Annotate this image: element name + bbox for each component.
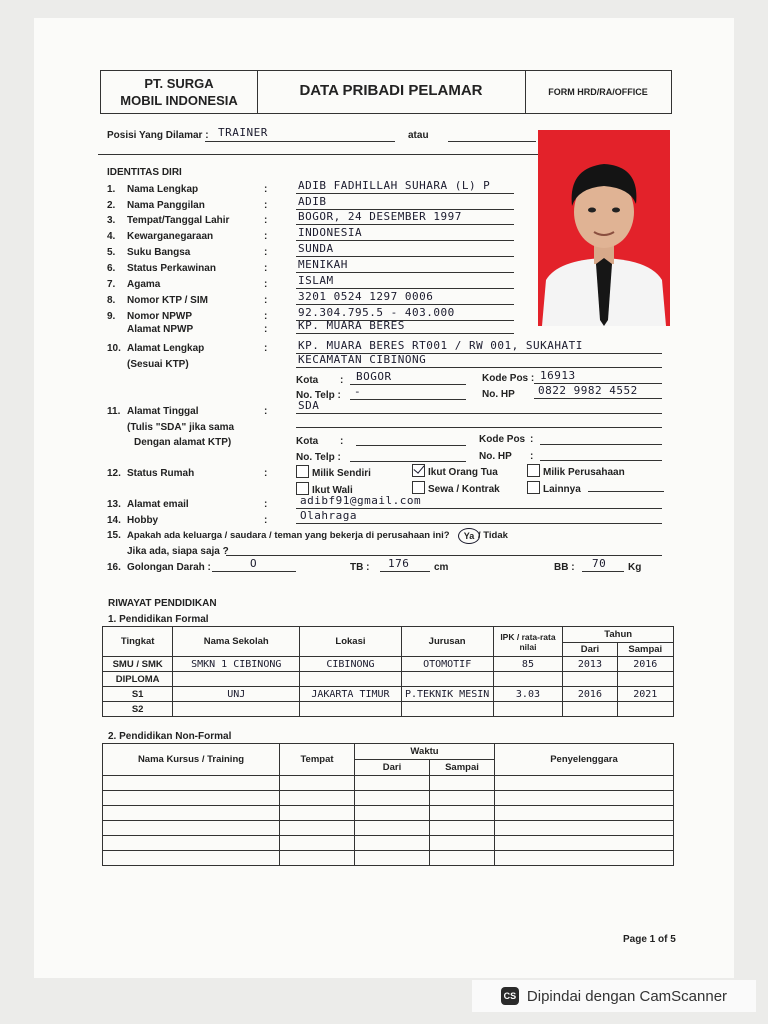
empty-cell[interactable]	[280, 836, 355, 851]
city-value[interactable]: BOGOR	[356, 370, 392, 383]
house-label: Status Rumah	[127, 468, 195, 479]
identity-field-colon: :	[264, 324, 268, 335]
table-row	[103, 806, 674, 821]
company-name-line2: MOBIL INDONESIA	[120, 93, 238, 108]
checkbox-checked-icon	[412, 464, 425, 477]
empty-cell[interactable]	[103, 821, 280, 836]
empty-cell[interactable]	[495, 836, 674, 851]
form-header	[100, 70, 672, 114]
cell-lokasi[interactable]: CIBINONG	[300, 657, 402, 672]
height-value[interactable]: 176	[388, 557, 410, 570]
nonformal-education-title: 2. Pendidikan Non-Formal	[108, 731, 232, 742]
residence-phone-label: No. Telp :	[296, 452, 341, 463]
house-option-rent[interactable]: Sewa / Kontrak	[412, 481, 500, 495]
cell-dari[interactable]	[563, 702, 617, 717]
identity-field-label: Agama	[127, 279, 161, 290]
empty-cell[interactable]	[430, 776, 495, 791]
residence-value[interactable]: SDA	[298, 399, 320, 412]
cell-sekolah[interactable]	[173, 672, 300, 687]
identity-field-colon: :	[264, 295, 268, 306]
table-row	[103, 702, 674, 717]
identity-field-value[interactable]: 92.304.795.5 - 403.000	[298, 306, 455, 319]
cell-lokasi[interactable]	[300, 702, 402, 717]
position-label: Posisi Yang Dilamar :	[107, 130, 209, 141]
cell-ipk[interactable]: 3.03	[493, 687, 563, 702]
empty-cell[interactable]	[430, 851, 495, 866]
cell-dari[interactable]: 2016	[563, 687, 617, 702]
address-label: Alamat Lengkap	[127, 343, 205, 354]
identity-field-value[interactable]: INDONESIA	[298, 226, 363, 239]
cell-ipk[interactable]: 85	[493, 657, 563, 672]
identity-field-label: Nomor NPWP	[127, 311, 192, 322]
col-place: Tempat	[280, 744, 355, 776]
identity-field-label: Status Perkawinan	[127, 263, 216, 274]
blood-value[interactable]: O	[250, 557, 258, 570]
cell-tingkat: S1	[103, 687, 173, 702]
empty-cell[interactable]	[280, 806, 355, 821]
identity-field-num: 3.	[107, 215, 116, 226]
table-row	[103, 657, 674, 672]
identity-field-value[interactable]: KP. MUARA BERES	[298, 319, 405, 332]
identity-field-value[interactable]: ADIB FADHILLAH SUHARA (L) P	[298, 179, 491, 192]
col-location: Lokasi	[300, 627, 402, 657]
identity-field-label: Tempat/Tanggal Lahir	[127, 215, 230, 226]
identity-field-colon: :	[264, 200, 268, 211]
nonformal-education-rows	[103, 776, 674, 866]
col-year-to: Sampai	[617, 643, 673, 657]
identity-field-colon: :	[264, 231, 268, 242]
hobby-num: 14.	[107, 515, 121, 526]
table-row	[103, 687, 674, 702]
col-organizer: Penyelenggara	[495, 744, 674, 776]
residence-num: 11.	[107, 406, 121, 417]
residence-mobile-label: No. HP	[479, 451, 512, 462]
table-row	[103, 836, 674, 851]
empty-cell[interactable]	[430, 806, 495, 821]
col-year-from: Dari	[563, 643, 617, 657]
address-num: 10.	[107, 343, 121, 354]
cell-sekolah[interactable]	[173, 702, 300, 717]
mobile-label: No. HP	[482, 389, 515, 400]
identity-field-num: 5.	[107, 247, 116, 258]
identity-field-colon: :	[264, 279, 268, 290]
empty-cell[interactable]	[280, 791, 355, 806]
divider	[98, 154, 538, 155]
weight-unit: Kg	[628, 562, 642, 573]
empty-cell[interactable]	[355, 851, 430, 866]
residence-postal-label: Kode Pos	[479, 434, 526, 445]
empty-cell[interactable]	[103, 851, 280, 866]
empty-cell[interactable]	[495, 806, 674, 821]
col-time-to: Sampai	[430, 760, 495, 776]
identity-field-value[interactable]: 3201 0524 1297 0006	[298, 290, 434, 303]
empty-cell[interactable]	[355, 821, 430, 836]
cell-tingkat: SMU / SMK	[103, 657, 173, 672]
cell-ipk[interactable]	[493, 702, 563, 717]
col-major: Jurusan	[401, 627, 493, 657]
applicant-photo	[538, 130, 670, 326]
email-num: 13.	[107, 499, 121, 510]
house-option-other[interactable]: Lainnya	[527, 481, 581, 495]
residence-label: Alamat Tinggal	[127, 406, 199, 417]
cell-sampai[interactable]	[617, 702, 673, 717]
q15-num: 15.	[107, 530, 121, 541]
empty-cell[interactable]	[430, 791, 495, 806]
hobby-label: Hobby	[127, 515, 159, 526]
empty-cell[interactable]	[355, 806, 430, 821]
col-course: Nama Kursus / Training	[103, 744, 280, 776]
identity-field-num: 9.	[107, 311, 116, 322]
blood-num: 16.	[107, 562, 121, 573]
table-row	[103, 776, 674, 791]
empty-cell[interactable]	[280, 821, 355, 836]
person-photo-icon	[538, 130, 670, 326]
camscanner-logo-icon: CS	[501, 987, 519, 1005]
cell-jurusan[interactable]	[401, 672, 493, 687]
identity-field-label: Alamat NPWP	[127, 324, 194, 335]
q15-no-option[interactable]: / Tidak	[478, 530, 508, 541]
cell-tingkat: DIPLOMA	[103, 672, 173, 687]
postal-code-label: Kode Pos :	[482, 373, 535, 384]
col-school: Nama Sekolah	[173, 627, 300, 657]
empty-cell[interactable]	[103, 836, 280, 851]
mobile-value[interactable]: 0822 9982 4552	[538, 384, 638, 397]
nonformal-education-table	[102, 743, 674, 866]
col-year: Tahun	[563, 627, 674, 643]
identity-field-value[interactable]: SUNDA	[298, 242, 334, 255]
cell-lokasi[interactable]	[300, 672, 402, 687]
email-value[interactable]: adibf91@gmail.com	[300, 494, 422, 507]
education-section-title: RIWAYAT PENDIDIKAN	[108, 598, 217, 609]
blood-label: Golongan Darah :	[127, 562, 211, 573]
hobby-value[interactable]: Olahraga	[300, 509, 357, 522]
empty-cell[interactable]	[355, 776, 430, 791]
col-time: Waktu	[355, 744, 495, 760]
empty-cell[interactable]	[103, 791, 280, 806]
formal-education-rows	[103, 657, 674, 717]
identity-field-label: Nomor KTP / SIM	[127, 295, 208, 306]
empty-cell[interactable]	[280, 851, 355, 866]
address-line2[interactable]: KECAMATAN CIBINONG	[298, 353, 427, 366]
or-label: atau	[408, 130, 429, 141]
cell-sampai[interactable]: 2021	[617, 687, 673, 702]
identity-field-num: 6.	[107, 263, 116, 274]
identity-section-title: IDENTITAS DIRI	[107, 167, 182, 178]
identity-field-value[interactable]: MENIKAH	[298, 258, 348, 271]
address-label-2: (Sesuai KTP)	[127, 359, 189, 370]
identity-field-label: Kewarganegaraan	[127, 231, 214, 242]
identity-field-num: 4.	[107, 231, 116, 242]
cell-jurusan[interactable]: OTOMOTIF	[401, 657, 493, 672]
cell-jurusan[interactable]: P.TEKNIK MESIN	[401, 687, 493, 702]
empty-cell[interactable]	[355, 791, 430, 806]
weight-label: BB :	[554, 562, 575, 573]
formal-education-table	[102, 626, 674, 717]
empty-cell[interactable]	[355, 836, 430, 851]
cell-sampai[interactable]	[617, 672, 673, 687]
house-option-parents[interactable]: Ikut Orang Tua	[412, 464, 498, 478]
table-row	[103, 821, 674, 836]
weight-value[interactable]: 70	[592, 557, 607, 570]
identity-field-label: Nama Panggilan	[127, 200, 205, 211]
company-name-line1: PT. SURGA	[144, 76, 214, 91]
page-number: Page 1 of 5	[623, 934, 676, 945]
identity-field-value[interactable]: ISLAM	[298, 274, 334, 287]
q15-yes-option[interactable]: Ya	[458, 528, 480, 544]
house-option-guardian[interactable]: Ikut Wali	[296, 482, 353, 496]
cell-sekolah[interactable]: SMKN 1 CIBINONG	[173, 657, 300, 672]
phone-value[interactable]: -	[354, 385, 362, 398]
identity-field-colon: :	[264, 247, 268, 258]
cell-tingkat: S2	[103, 702, 173, 717]
identity-field-label: Nama Lengkap	[127, 184, 199, 195]
identity-field-num: 1.	[107, 184, 116, 195]
empty-cell[interactable]	[430, 821, 495, 836]
identity-field-num: 8.	[107, 295, 116, 306]
form-title: DATA PRIBADI PELAMAR	[299, 82, 483, 99]
empty-cell[interactable]	[495, 821, 674, 836]
cell-sekolah[interactable]: UNJ	[173, 687, 300, 702]
col-gpa: IPK / rata-rata nilai	[493, 627, 563, 657]
height-unit: cm	[434, 562, 449, 573]
cell-lokasi[interactable]: JAKARTA TIMUR	[300, 687, 402, 702]
empty-cell[interactable]	[495, 791, 674, 806]
address-line1[interactable]: KP. MUARA BERES RT001 / RW 001, SUKAHATI	[298, 339, 583, 352]
identity-field-colon: :	[264, 215, 268, 226]
camscanner-watermark	[472, 980, 756, 1012]
empty-cell[interactable]	[495, 851, 674, 866]
table-row	[103, 672, 674, 687]
identity-field-value[interactable]: BOGOR, 24 DESEMBER 1997	[298, 210, 462, 223]
residence-label-3: Dengan alamat KTP)	[134, 437, 232, 448]
height-label: TB :	[350, 562, 370, 573]
camscanner-text: Dipindai dengan CamScanner	[526, 987, 728, 1005]
identity-field-colon: :	[264, 263, 268, 274]
table-row	[103, 851, 674, 866]
residence-label-2: (Tulis "SDA" jika sama	[127, 422, 235, 433]
empty-cell[interactable]	[103, 806, 280, 821]
cell-sampai[interactable]: 2016	[617, 657, 673, 672]
identity-field-colon: :	[264, 184, 268, 195]
empty-cell[interactable]	[103, 776, 280, 791]
cell-ipk[interactable]	[493, 672, 563, 687]
city-label: Kota	[296, 375, 319, 386]
house-option-company[interactable]: Milik Perusahaan	[527, 464, 625, 478]
empty-cell[interactable]	[495, 776, 674, 791]
postal-code-value[interactable]: 16913	[540, 369, 576, 382]
phone-label: No. Telp :	[296, 390, 341, 401]
house-num: 12.	[107, 468, 121, 479]
email-label: Alamat email	[127, 499, 189, 510]
cell-dari[interactable]	[563, 672, 617, 687]
identity-field-value[interactable]: ADIB	[298, 195, 327, 208]
q15-sub: Jika ada, siapa saja ?	[127, 546, 229, 557]
empty-cell[interactable]	[280, 776, 355, 791]
col-tingkat: Tingkat	[103, 627, 173, 657]
position-value[interactable]: TRAINER	[218, 126, 268, 139]
identity-field-num: 2.	[107, 200, 116, 211]
residence-city-label: Kota	[296, 436, 319, 447]
house-option-own[interactable]: Milik Sendiri	[296, 465, 371, 479]
q15-text: Apakah ada keluarga / saudara / teman yang bekerja di perusahaan ini?	[127, 530, 450, 541]
cell-jurusan[interactable]	[401, 702, 493, 717]
identity-field-colon: :	[264, 311, 268, 322]
identity-field-label: Suku Bangsa	[127, 247, 191, 258]
form-code: FORM HRD/RA/OFFICE	[548, 87, 648, 97]
cell-dari[interactable]: 2013	[563, 657, 617, 672]
col-time-from: Dari	[355, 760, 430, 776]
formal-education-title: 1. Pendidikan Formal	[108, 614, 209, 625]
identity-field-num: 7.	[107, 279, 116, 290]
empty-cell[interactable]	[430, 836, 495, 851]
table-row	[103, 791, 674, 806]
